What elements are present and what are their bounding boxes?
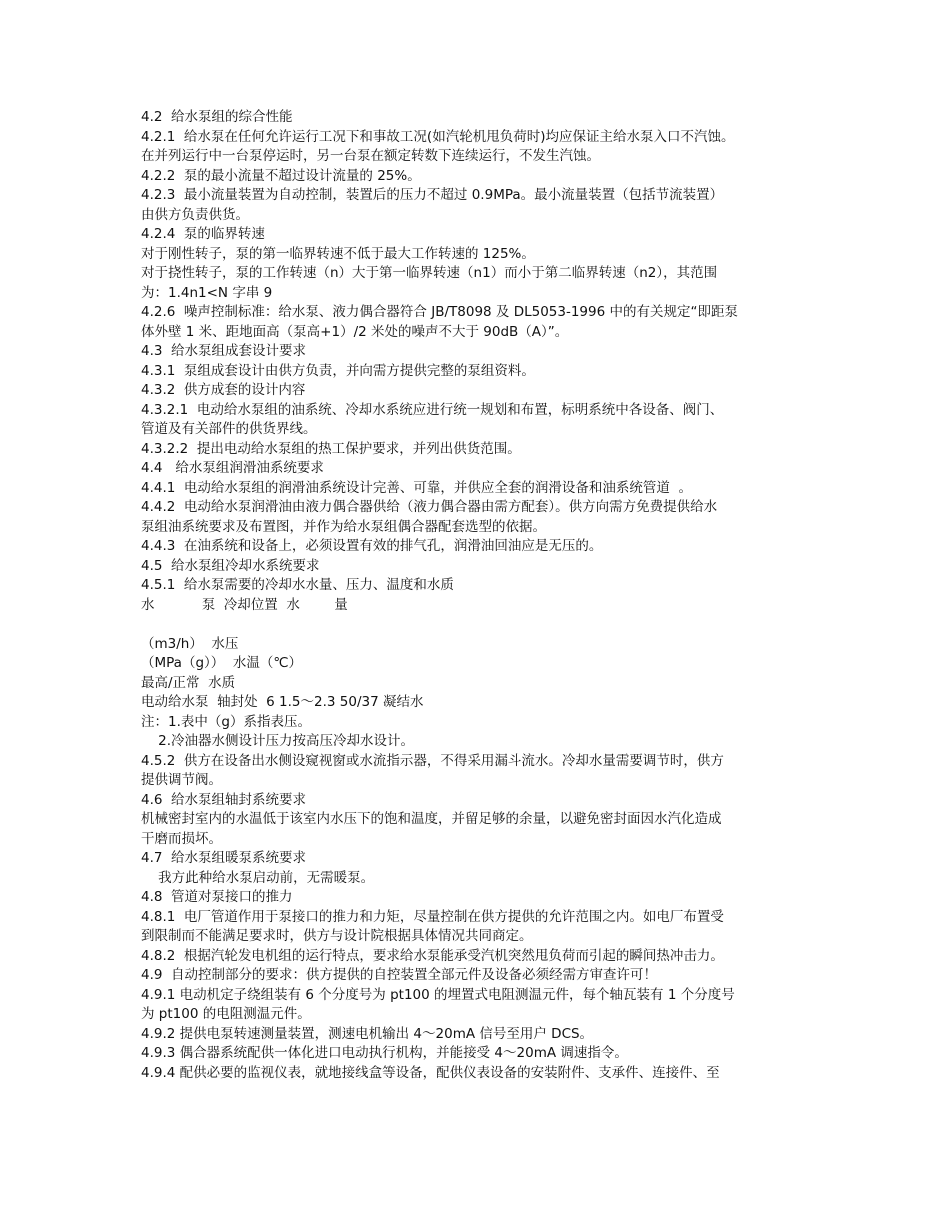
paragraph-line: 为：1.4n1<N 字串 9	[141, 284, 273, 301]
paragraph-line: 机械密封室内的水温低于该室内水压下的饱和温度，并留足够的余量，以避免密封面因水汽化造成	[141, 811, 722, 827]
section-heading: 4.9 自动控制部分的要求：供方提供的自控装置全部元件及设备必须经需方审查许可！	[141, 967, 658, 983]
section-heading: 4.6 给水泵组轴封系统要求	[141, 791, 307, 808]
table-header-line: （m3/h） 水压	[141, 635, 239, 652]
paragraph-line: 4.8.2 根据汽轮发电机组的运行特点，要求给水泵能承受汽机突然甩负荷而引起的瞬间热冲击力。	[141, 947, 724, 964]
paragraph-line: 我方此种给水泵启动前，无需暖泵。	[141, 869, 375, 886]
section-heading: 4.3 给水泵组成套设计要求	[141, 343, 307, 359]
paragraph-line: 为 pt100 的电阻测温元件。	[141, 1006, 311, 1022]
paragraph-line: 由供方负责供货。	[141, 206, 249, 223]
section-heading: 4.8 管道对泵接口的推力	[141, 889, 293, 905]
paragraph-line: 4.2.1 给水泵在任何允许运行工况下和事故工况(如汽轮机甩负荷时)均应保证主给水泵入口不汽蚀。	[141, 128, 735, 145]
document-page	[141, 108, 821, 1083]
section-heading: 4.2 给水泵组的综合性能	[141, 109, 293, 125]
note-line: 注：1.表中（g）系指表压。	[141, 713, 311, 730]
blank-line	[141, 615, 821, 635]
paragraph-line: 4.9.3 偶合器系统配供一体化进口电动执行机构，并能接受 4～20mA 调速指令。	[141, 1045, 628, 1061]
paragraph-line: 4.2.2 泵的最小流量不超过设计流量的 25%。	[141, 167, 421, 184]
paragraph-line: 4.2.6 噪声控制标准：给水泵、液力偶合器符合 JB/T8098 及 DL5053-1996 中的有关规定“即距泵	[141, 304, 738, 320]
paragraph-line: 干磨而损坏。	[141, 830, 222, 847]
table-header-line: 最高/正常 水质	[141, 674, 236, 691]
section-heading: 4.7 给水泵组暖泵系统要求	[141, 850, 307, 866]
paragraph-line: 4.3.2.2 提出电动给水泵组的热工保护要求，并列出供货范围。	[141, 440, 521, 457]
paragraph-line: 提供调节阀。	[141, 772, 222, 788]
paragraph-line: 4.5.2 供方在设备出水侧设窥视窗或水流指示器，不得采用漏斗流水。冷却水量需要调节时，供方	[141, 752, 724, 769]
section-heading: 4.2.4 泵的临界转速	[141, 226, 265, 242]
section-heading: 4.4 给水泵组润滑油系统要求	[141, 460, 324, 476]
paragraph-line: 对于挠性转子，泵的工作转速（n）大于第一临界转速（n1）而小于第二临界转速（n2），其范围	[141, 265, 718, 281]
paragraph-line: 在并列运行中一台泵停运时，另一台泵在额定转数下连续运行，不发生汽蚀。	[141, 148, 600, 164]
paragraph-line: 4.4.1 电动给水泵组的润滑油系统设计完善、可靠，并供应全套的润滑设备和油系统管道 。	[141, 479, 693, 496]
paragraph-line: 4.3.2.1 电动给水泵组的油系统、冷却水系统应进行统一规划和布置，标明系统中各设备、阀门、	[141, 401, 724, 418]
paragraph-line: 4.9.2 提供电泵转速测量装置，测速电机输出 4～20mA 信号至用户 DCS。	[141, 1025, 594, 1042]
paragraph-line: 4.2.3 最小流量装置为自动控制，装置后的压力不超过 0.9MPa。最小流量装置（包括节流装置）	[141, 187, 724, 203]
section-heading: 4.3.2 供方成套的设计内容	[141, 382, 306, 398]
note-line: 2.冷油器水侧设计压力按高压冷却水设计。	[141, 733, 415, 749]
paragraph-line: 到限制而不能满足要求时，供方与设计院根据具体情况共同商定。	[141, 928, 533, 944]
table-header-line: （MPa（g）） 水温（℃）	[141, 655, 303, 671]
paragraph-line: 4.9.4 配供必要的监视仪表，就地接线盒等设备，配供仪表设备的安装附件、支承件、连接件、至	[141, 1064, 720, 1081]
paragraph-line: 对于刚性转子，泵的第一临界转速不低于最大工作转速的 125%。	[141, 245, 535, 262]
paragraph-line: 泵组油系统要求及布置图，并作为给水泵组偶合器配套选型的依据。	[141, 518, 546, 535]
paragraph-line: 4.5.1 给水泵需要的冷却水水量、压力、温度和水质	[141, 577, 454, 593]
table-row-line: 电动给水泵 轴封处 6 1.5～2.3 50/37 凝结水	[141, 694, 424, 710]
paragraph-line: 4.4.2 电动给水泵润滑油由液力偶合器供给（液力偶合器由需方配套）。供方向需方免费提供给水	[141, 499, 718, 515]
paragraph-line: 4.9.1 电动机定子绕组装有 6 个分度号为 pt100 的埋置式电阻测温元件，每个轴瓦装有 1 个分度号	[141, 986, 735, 1003]
paragraph-line: 4.4.3 在油系统和设备上，必须设置有效的排气孔，润滑油回油应是无压的。	[141, 538, 603, 554]
paragraph-line: 管道及有关部件的供货界线。	[141, 421, 317, 437]
paragraph-line: 体外壁 1 米、距地面高（泵高+1）/2 米处的噪声不大于 90dB（A）”。	[141, 323, 569, 340]
paragraph-line: 4.8.1 电厂管道作用于泵接口的推力和力矩，尽量控制在供方提供的允许范围之内。如电厂布置受	[141, 908, 724, 925]
table-header-line: 水 泵 冷却位置 水 量	[141, 596, 348, 613]
section-heading: 4.5 给水泵组冷却水系统要求	[141, 557, 320, 574]
paragraph-line: 4.3.1 泵组成套设计由供方负责，并向需方提供完整的泵组资料。	[141, 362, 535, 379]
